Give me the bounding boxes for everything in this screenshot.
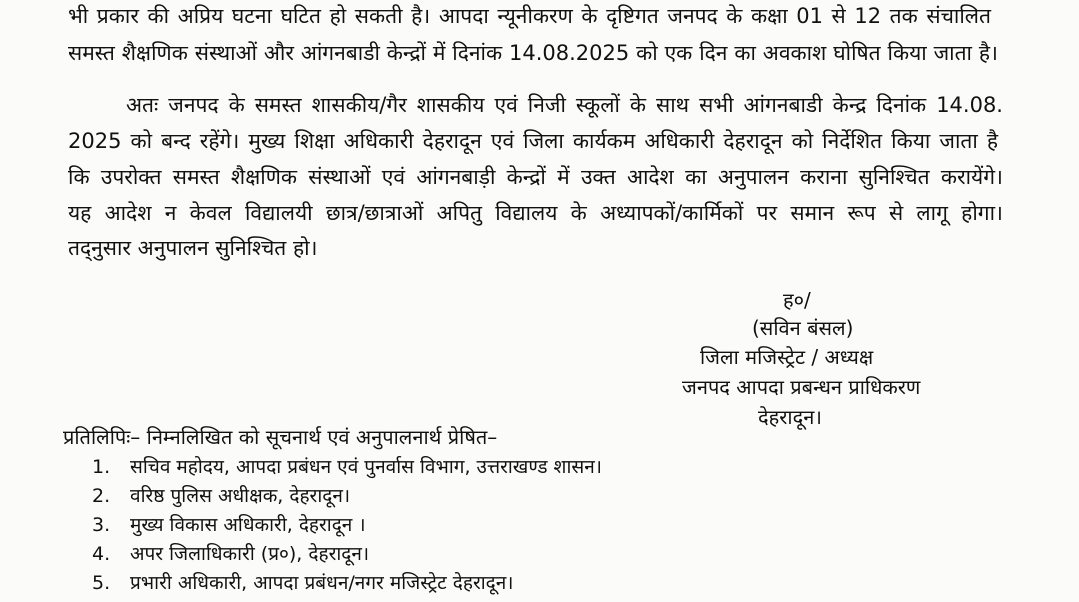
list-item-number: 5. (92, 572, 111, 594)
paragraph-2-line-1: अतः जनपद के समस्त शासकीय/गैर शासकीय एवं निजी स्कूलों के साथ सभी आंगनबाडी केन्द्र दिनांक 14.08. (126, 93, 1003, 117)
copy-to-list-item (92, 512, 366, 538)
list-item-text: मुख्य विकास अधिकारी, देहरादून । (130, 514, 366, 536)
signature-mark: ह०/ (783, 288, 811, 312)
list-item-number: 2. (92, 485, 111, 507)
cropped-next-line (98, 592, 348, 602)
paragraph-1-line-2: समस्त शैक्षणिक संस्थाओं और आंगनबाडी केन्द्रों में दिनांक 14.08.2025 को एक दिन का अवकाश घोषित किया जाता है। (68, 41, 998, 65)
copy-to-list-item (92, 541, 369, 567)
signatory-authority: जनपद आपदा प्रबन्धन प्राधिकरण (682, 375, 921, 399)
paragraph-2-line-2: 2025 को बन्द रहेंगे। मुख्य शिक्षा अधिकारी देहरादून एवं जिला कार्यकम अधिकारी देहरादून को निर्देशित किया जाता है (68, 129, 998, 153)
paragraph-2-line-3: कि उपरोक्त समस्त शैक्षणिक संस्थाओं एवं आंगनबाड़ी केन्द्रों में उक्त आदेश का अनुपालन कराना सुनिश्चित करायेंगे। (68, 165, 1003, 189)
signatory-name: (सविन बंसल) (752, 316, 854, 340)
paragraph-2-line-4: यह आदेश न केवल विद्यालयी छात्र/छात्राओं अपितु विद्यालय के अध्यापकों/कार्मिकों पर समान रूप से लागू होगा। (68, 201, 1003, 225)
list-item-number: 1. (92, 456, 111, 478)
list-item-text: अपर जिलाधिकारी (प्र०), देहरादून। (130, 543, 370, 565)
list-item-text: सचिव महोदय, आपदा प्रबंधन एवं पुनर्वास विभाग, उत्तराखण्ड शासन। (130, 456, 602, 478)
paragraph-1-line-1: भी प्रकार की अप्रिय घटना घटित हो सकती है। आपदा न्यूनीकरण के दृष्टिगत जनपद के कक्षा 01 से 12 तक संचालित (68, 4, 991, 28)
list-item-number: 3. (92, 514, 111, 536)
list-item-text: वरिष्ठ पुलिस अधीक्षक, देहरादून। (130, 485, 351, 507)
copy-to-list-item (92, 454, 602, 480)
list-item-text: प्रभारी अधिकारी, आपदा प्रबंधन/नगर मजिस्ट्रेट देहरादून। (130, 572, 514, 594)
copy-to-list-item (92, 483, 350, 509)
paragraph-2-line-5: तद्नुसार अनुपालन सुनिश्चित हो। (68, 236, 318, 260)
signatory-place: देहरादून। (758, 405, 822, 429)
signatory-designation: जिला मजिस्ट्रेट / अध्यक्ष (700, 345, 874, 369)
copy-to-title: प्रतिलिपिः– निम्नलिखित को सूचनार्थ एवं अनुपालनार्थ प्रेषित– (63, 425, 498, 449)
list-item-number: 4. (92, 543, 111, 565)
